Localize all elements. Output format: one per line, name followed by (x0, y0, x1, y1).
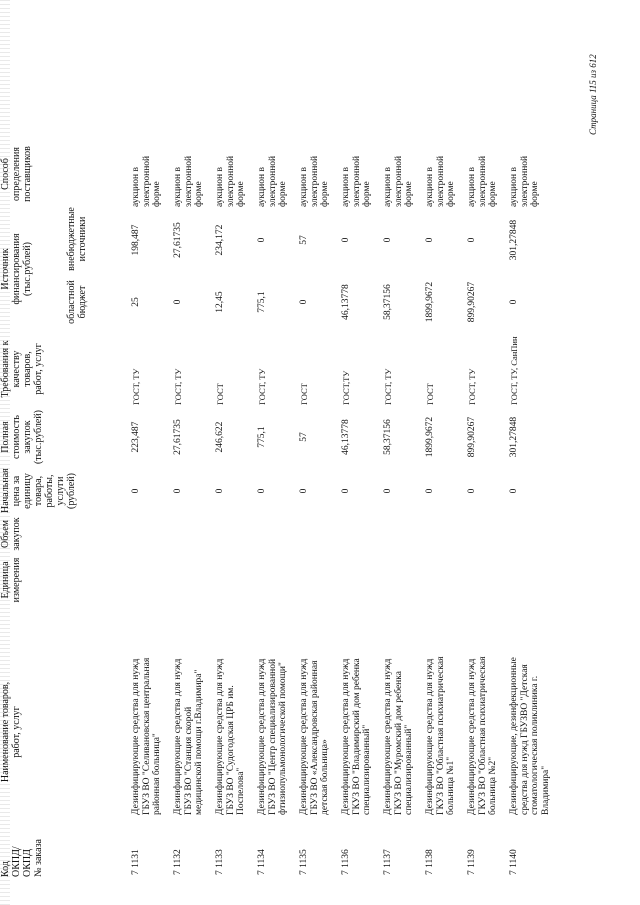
cell-fin-extrabudget: 0 (467, 237, 477, 243)
cell-total: 27,61735 (173, 419, 183, 455)
cell-fin-regional: 58,37156 (383, 284, 393, 320)
cell-name: Дезинфицирующие, дезинфекционные средства для нужд ГБУЗВО "Детская стоматологическая поликлиника г. Владимира" (509, 657, 551, 815)
col-header-price: Начальная цена за единицу товара, работы, услуги (рублей) (0, 468, 77, 513)
cell-requirements: ГОСТ, ТУ (467, 368, 477, 405)
cell-name: Дезинфицирующие средства для нужд ГКУЗ ВО "Муромский дом ребенка специализированный" (383, 658, 414, 815)
cell-fin-regional: 1899,9672 (425, 281, 435, 323)
cell-price: 0 (467, 488, 477, 494)
col-header-method: Способ определения поставщиков (0, 146, 33, 202)
cell-code: 7 1133 (215, 849, 225, 875)
cell-name: Дезинфицирующие средства для нужд ГБУЗ ВО "Судогодская ЦРБ им. Поспелова" (215, 658, 246, 815)
cell-requirements: ГОСТ (215, 383, 225, 405)
cell-fin-extrabudget: 234,172 (215, 224, 225, 256)
table-row (422, 0, 458, 905)
table-row (254, 0, 290, 905)
table-row (170, 0, 206, 905)
cell-name: Дезинфицирующие средства для нужд ГКУЗ ВО "Областная психиатрическая больница №1" (425, 656, 456, 815)
table-row (128, 0, 164, 905)
cell-price: 0 (341, 488, 351, 494)
cell-requirements: ГОСТ, ТУ (383, 368, 393, 405)
cell-fin-regional: 899,90267 (467, 281, 477, 323)
table-row (380, 0, 416, 905)
cell-code: 7 1132 (173, 849, 183, 875)
cell-total: 246,622 (215, 421, 225, 453)
cell-code: 7 1131 (131, 849, 141, 875)
cell-fin-extrabudget: 0 (425, 237, 435, 243)
cell-method: аукцион в электронной форме (215, 155, 246, 207)
cell-fin-extrabudget: 0 (383, 237, 393, 243)
table-row (464, 0, 500, 905)
cell-price: 0 (173, 488, 183, 494)
cell-method: аукцион в электронной форме (425, 155, 456, 207)
table-row (338, 0, 374, 905)
cell-code: 7 1135 (299, 849, 309, 875)
col-header-volume: Объем закупок (0, 517, 22, 551)
cell-total: 301,27848 (509, 416, 519, 458)
cell-method: аукцион в электронной форме (299, 155, 330, 207)
cell-fin-extrabudget: 198,487 (131, 224, 141, 256)
cell-method: аукцион в электронной форме (509, 155, 540, 207)
cell-code: 7 1140 (509, 849, 519, 875)
table-row (212, 0, 248, 905)
cell-code: 7 1138 (425, 849, 435, 875)
cell-price: 0 (257, 488, 267, 494)
cell-fin-regional: 0 (299, 299, 309, 305)
cell-fin-regional: 775,1 (257, 291, 267, 313)
cell-name: Дезинфицирующие средства для нужд ГБУЗ ВО "Селивановская центральная районная больница" (131, 657, 162, 815)
cell-price: 0 (131, 488, 141, 494)
cell-name: Дезинфицирующие средства для нужд ГКУЗ ВО "Владимирский дом ребенка специализированный" (341, 658, 372, 815)
col-header-financing: Источник финансирования (тыс.рублей) (0, 233, 33, 305)
cell-total: 899,90267 (467, 416, 477, 458)
cell-fin-extrabudget: 0 (341, 237, 351, 243)
cell-price: 0 (299, 488, 309, 494)
cell-fin-regional: 25 (131, 297, 141, 307)
page-number: Страница 115 из 612 (588, 54, 598, 135)
table-header (0, 0, 128, 905)
cell-code: 7 1139 (467, 849, 477, 875)
cell-requirements: ГОСТ,ТУ (341, 370, 351, 405)
cell-total: 57 (299, 432, 309, 442)
cell-fin-regional: 46,13778 (341, 284, 351, 320)
cell-name: Дезинфицирующие средства для нужд ГБУЗ ВО «Александровская районная детская больница» (299, 658, 330, 815)
cell-fin-regional: 0 (509, 299, 519, 305)
col-header-fin-regional: областной бюджет (66, 280, 88, 324)
col-header-unit: Единица измерения (0, 557, 22, 603)
col-header-code: Код ОКПД/ ОКПД № заказа (0, 839, 44, 877)
cell-fin-regional: 12,45 (215, 291, 225, 313)
col-header-fin-extrabudget: внебюджетные источники (66, 207, 88, 271)
cell-total: 223,487 (131, 421, 141, 453)
cell-code: 7 1136 (341, 849, 351, 875)
cell-requirements: ГОСТ, ТУ (257, 368, 267, 405)
cell-name: Дезинфицирующие средства для нужд ГБУЗ ВО "Станция скорой медицинской помощи г.Владимира" (173, 658, 204, 815)
cell-fin-extrabudget: 27,61735 (173, 222, 183, 258)
cell-total: 775,1 (257, 426, 267, 448)
col-header-name: Наименование товаров, работ, услуг (0, 681, 22, 783)
table-row (296, 0, 332, 905)
cell-code: 7 1137 (383, 849, 393, 875)
cell-fin-extrabudget: 301,27848 (509, 219, 519, 261)
cell-method: аукцион в электронной форме (173, 155, 204, 207)
cell-requirements: ГОСТ, ТУ, СанПин (509, 336, 519, 405)
cell-requirements: ГОСТ (299, 383, 309, 405)
cell-fin-regional: 0 (173, 299, 183, 305)
cell-method: аукцион в электронной форме (257, 155, 288, 207)
cell-total: 58,37156 (383, 419, 393, 455)
cell-fin-extrabudget: 0 (257, 237, 267, 243)
cell-price: 0 (215, 488, 225, 494)
cell-price: 0 (383, 488, 393, 494)
cell-price: 0 (509, 488, 519, 494)
cell-total: 1899,9672 (425, 416, 435, 458)
cell-code: 7 1134 (257, 849, 267, 875)
cell-requirements: ГОСТ, ТУ (131, 368, 141, 405)
cell-requirements: ГОСТ, ТУ (173, 368, 183, 405)
cell-name: Дезинфицирующие средства для нужд ГБУЗ ВО "Центр специализированной фтизиопульмонологической помощи" (257, 658, 288, 815)
cell-price: 0 (425, 488, 435, 494)
cell-requirements: ГОСТ (425, 383, 435, 405)
cell-fin-extrabudget: 57 (299, 235, 309, 245)
table-row (506, 0, 566, 905)
cell-total: 46,13778 (341, 419, 351, 455)
cell-method: аукцион в электронной форме (341, 155, 372, 207)
cell-method: аукцион в электронной форме (467, 155, 498, 207)
col-header-total: Полная стоимость закупок (тыс.рублей) (0, 409, 44, 465)
col-header-requirements: Требования к качеству товаров, работ, услуг (0, 340, 44, 398)
cell-name: Дезинфицирующие средства для нужд ГКУЗ ВО "Областная психиатрическая больница №2" (467, 656, 498, 815)
cell-method: аукцион в электронной форме (131, 155, 162, 207)
cell-method: аукцион в электронной форме (383, 155, 414, 207)
